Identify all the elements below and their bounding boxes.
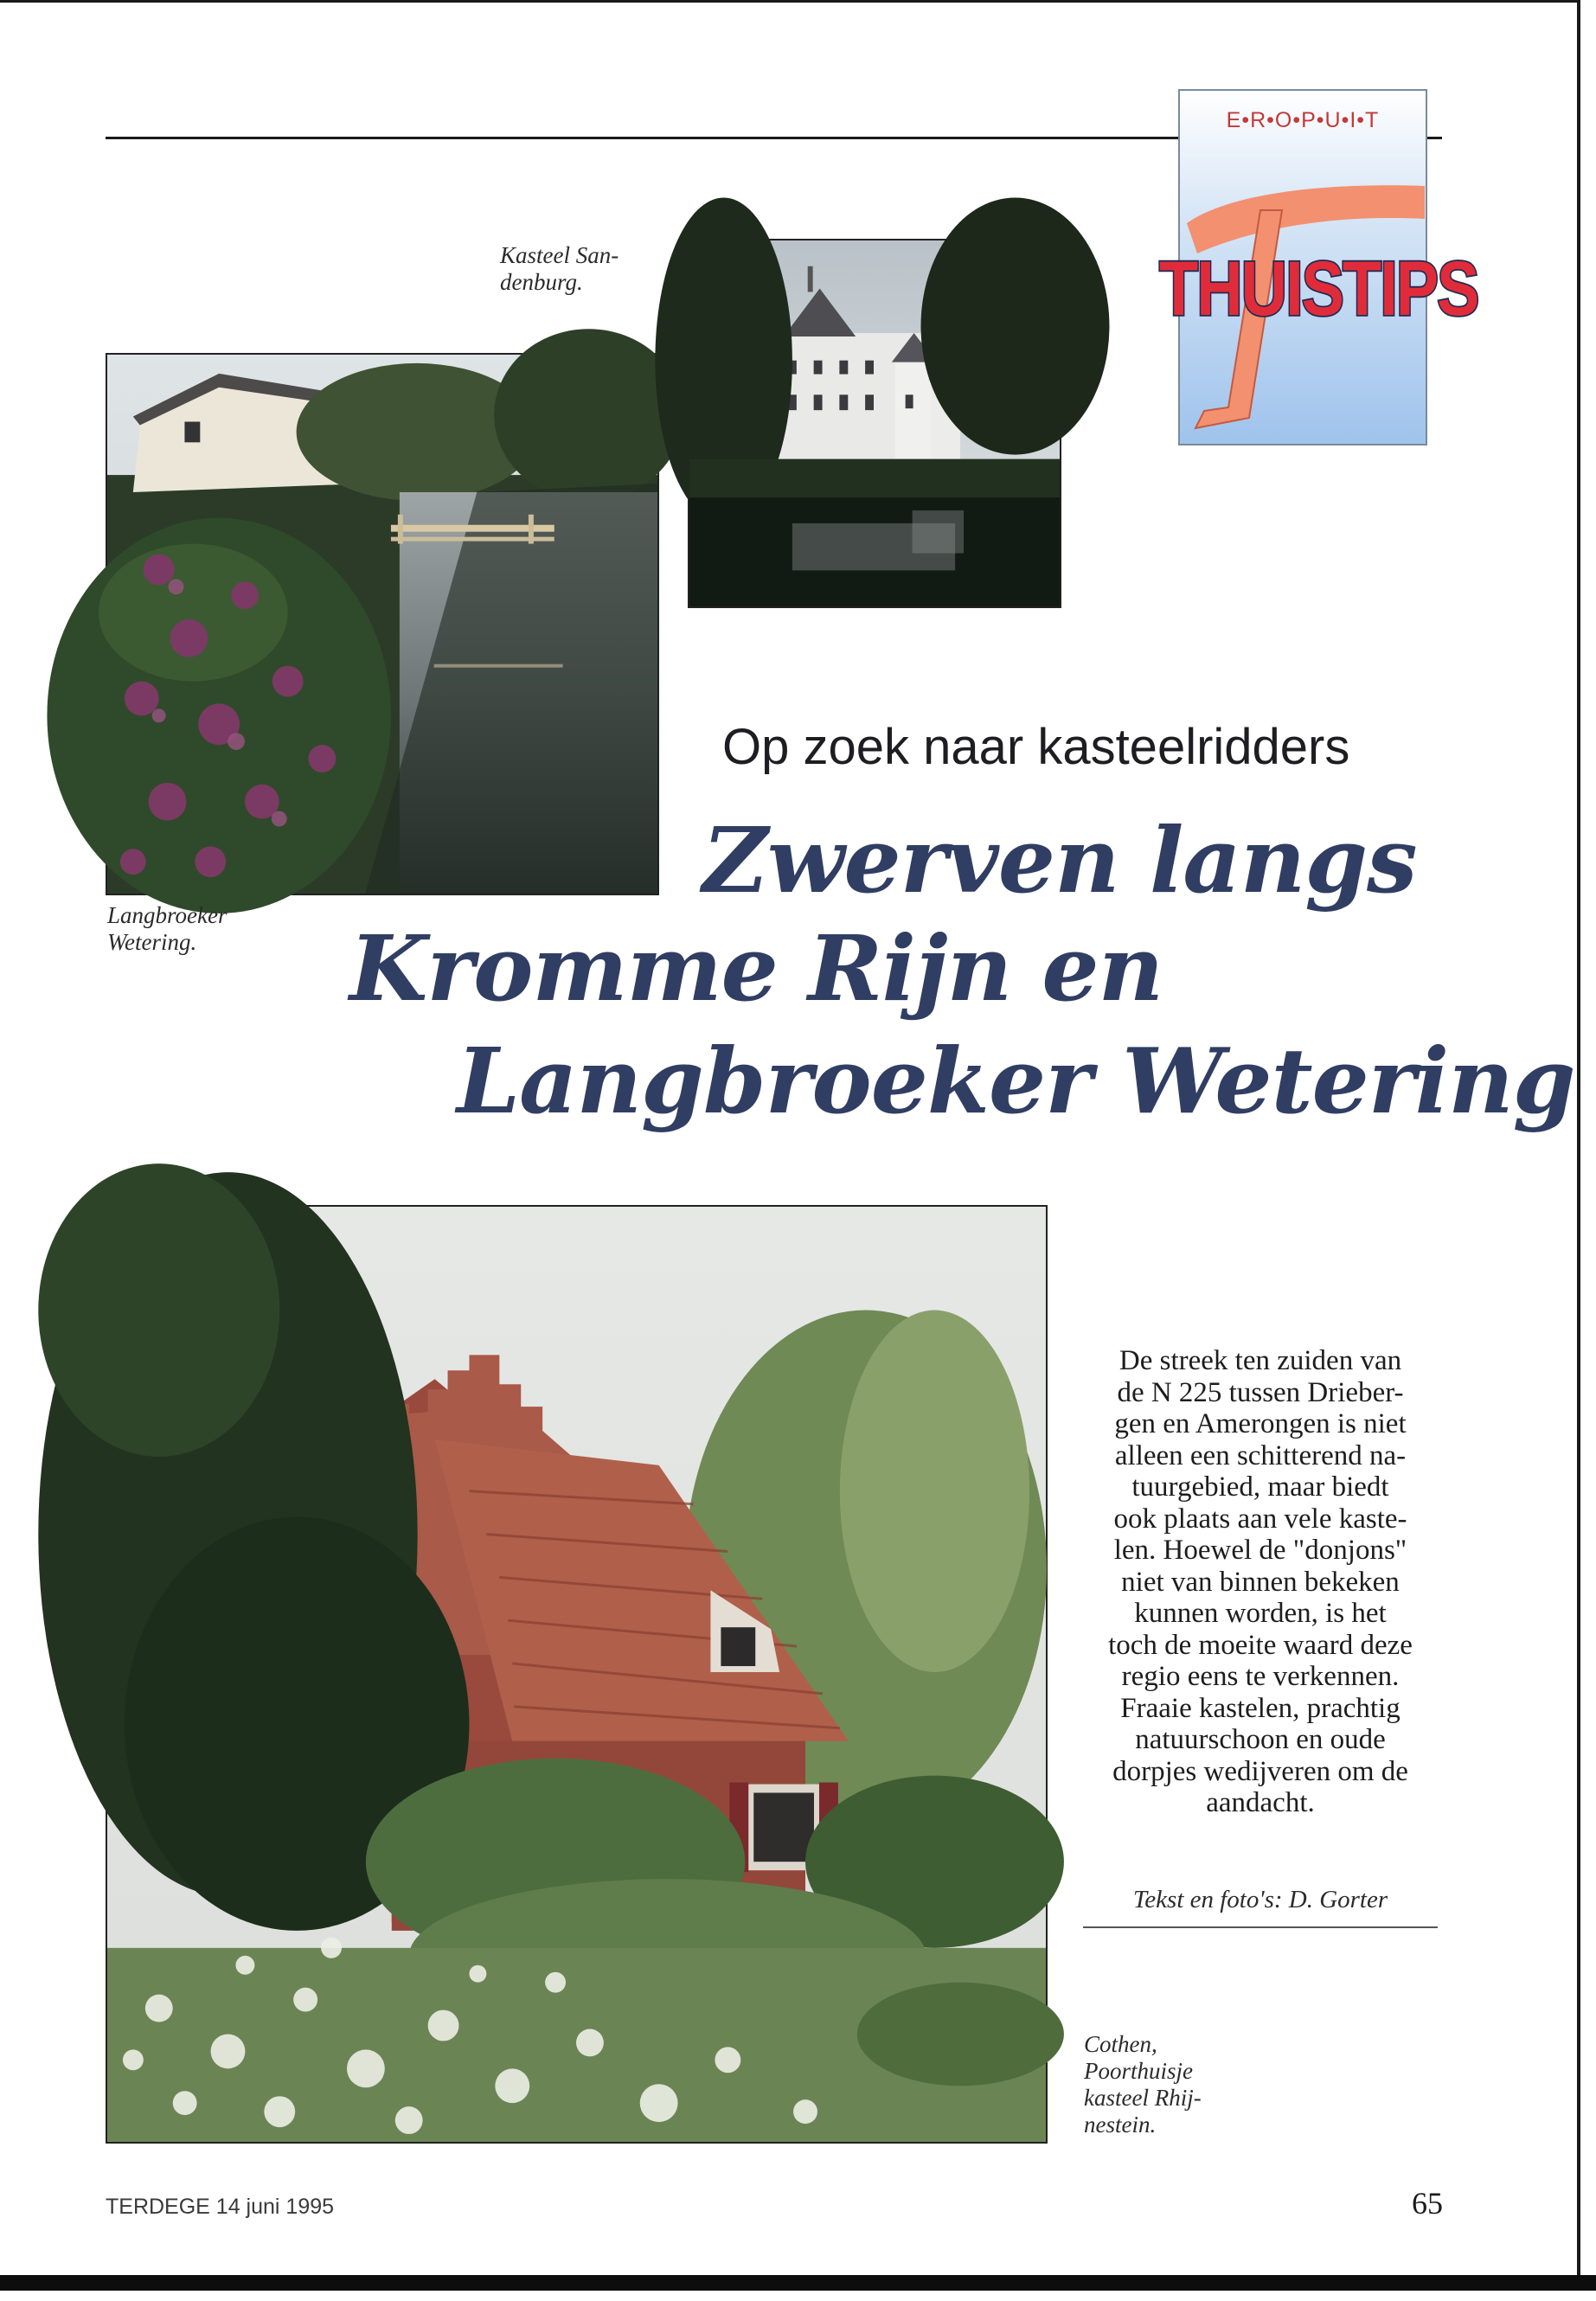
thuistips-logo: [1159, 89, 1478, 445]
bottom-bar: [0, 2275, 1596, 2291]
caption-langbroeker-wetering: Langbroeker Wetering.: [107, 902, 228, 955]
caption-kasteel-sandenburg: Kasteel San- denburg.: [500, 242, 619, 295]
logo-series-label: E•R•O•P•U•I•T: [1226, 108, 1380, 132]
photo-kasteel-sandenburg: [688, 239, 1061, 608]
photo-poorthuisje-rhijnestein: [106, 1205, 1048, 2144]
kicker: Op zoek naar kasteelridders: [722, 719, 1350, 775]
headline-line-3: Langbroeker Wetering: [457, 1028, 1575, 1134]
intro-paragraph: De streek ten zuiden van de N 225 tussen Drieber- gen en Amerongen is niet alleen een schitterend na- tuurgebied, maar biedt ook plaats aan vele kaste- len. Hoewel de "donjons" niet van binnen bekeken kunnen worden, is het toch de moeite waard deze regio eens te verkennen. Fraaie kastelen, prachtig natuurschoon en oude dorpjes wedijveren om de aandacht.: [1108, 1345, 1413, 1818]
photo-credit: Tekst en foto's: D. Gorter: [1083, 1886, 1438, 1928]
photo-langbroeker-wetering: [106, 353, 659, 895]
headline-line-1: Zwerven langs: [702, 807, 1417, 913]
page-number: 65: [1412, 2186, 1443, 2221]
caption-cothen: Cothen, Poorthuisje kasteel Rhij- nestein.: [1084, 2031, 1202, 2138]
logo-title: THUISTIPS: [1159, 245, 1478, 332]
headline-line-2: Kromme Rijn en: [349, 915, 1163, 1022]
footer-publication: TERDEGE 14 juni 1995: [106, 2195, 335, 2219]
